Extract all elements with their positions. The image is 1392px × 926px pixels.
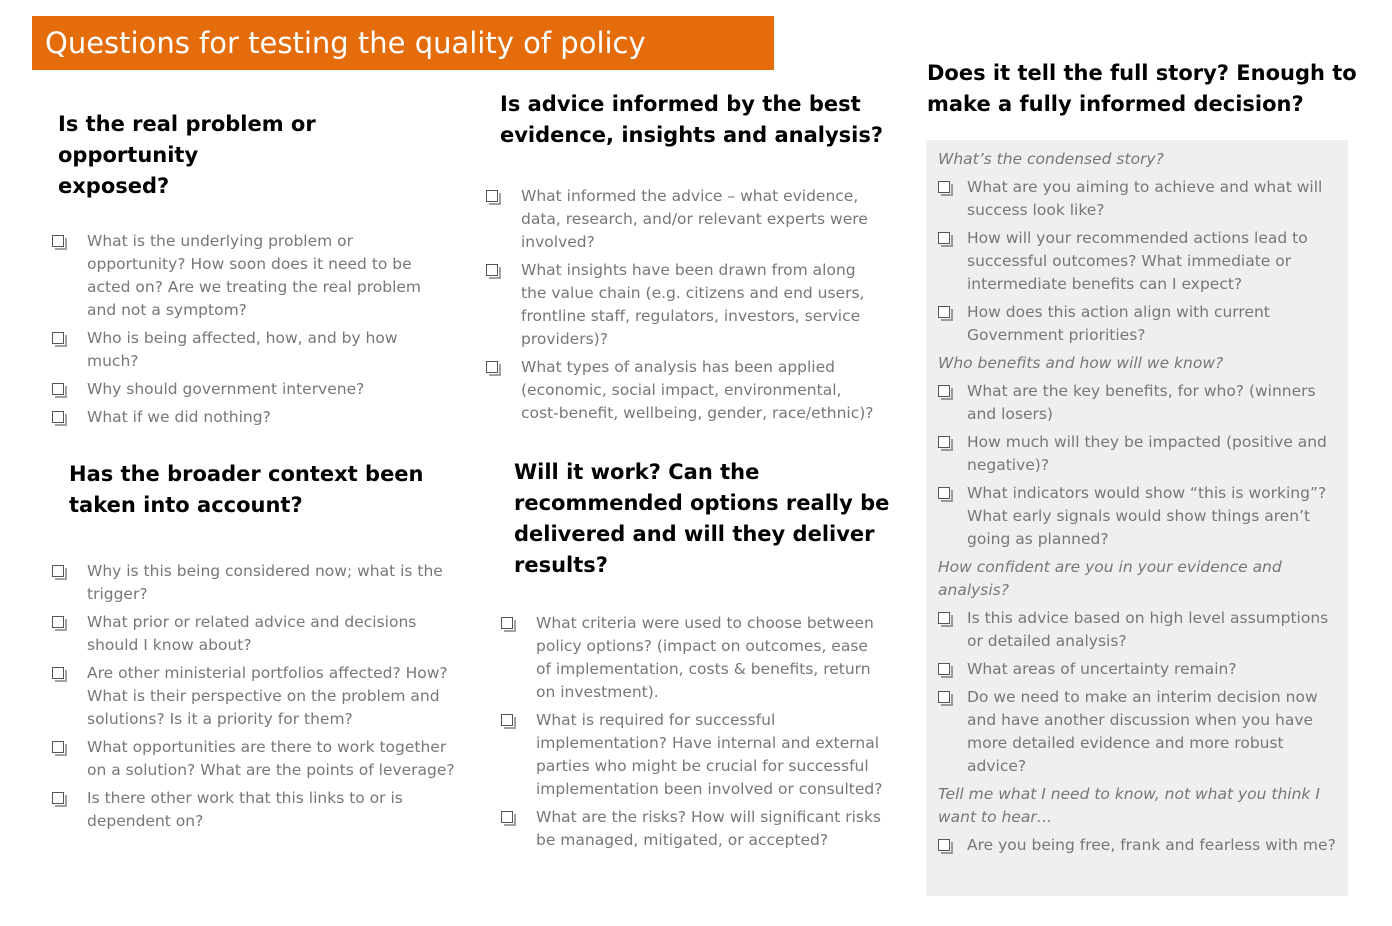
- checkbox-icon: [52, 667, 64, 679]
- checkbox-icon: [938, 436, 950, 448]
- checkbox-icon: [938, 306, 950, 318]
- checkbox-icon: [501, 811, 513, 823]
- checkbox-icon: [486, 190, 498, 202]
- checkbox-icon: [52, 383, 64, 395]
- section-evidence: [500, 89, 900, 430]
- checkbox-icon: [486, 361, 498, 373]
- section-full-story-panel: [926, 140, 1348, 896]
- checklist: [938, 834, 1343, 857]
- section-problem: [58, 109, 458, 434]
- list-item: How will your recommended actions lead to successful outcomes? What immediate or intermediate benefits can I expect?: [938, 227, 1343, 296]
- list-item: What if we did nothing?: [52, 406, 432, 429]
- list-item: Do we need to make an interim decision now and have another discussion when you have more detailed evidence and more robust advice?: [938, 686, 1343, 778]
- checklist: [938, 607, 1343, 778]
- list-item: What are the risks? How will significant risks be managed, mitigated, or accepted?: [501, 806, 886, 852]
- checkbox-icon: [501, 714, 513, 726]
- checkbox-icon: [486, 264, 498, 276]
- checkbox-icon: [938, 839, 950, 851]
- checkbox-icon: [938, 612, 950, 624]
- subheading: How confident are you in your evidence and analysis?: [938, 558, 1282, 599]
- list-item: What types of analysis has been applied (economic, social impact, environmental, cost-benefit, wellbeing, gender, race/ethnic)?: [486, 356, 876, 425]
- checkbox-icon: [52, 792, 64, 804]
- list-item: How does this action align with current Government priorities?: [938, 301, 1343, 347]
- list-item: Is there other work that this links to or is dependent on?: [52, 787, 457, 833]
- checkbox-icon: [938, 181, 950, 193]
- list-item: Are other ministerial portfolios affected? How? What is their perspective on the problem and solutions? Is it a priority for them?: [52, 662, 457, 731]
- section-heading: Has the broader context been taken into account?: [69, 462, 424, 517]
- section-heading: Will it work? Can the recommended options really be delivered and will they deliver results?: [514, 460, 890, 577]
- checkbox-icon: [52, 741, 64, 753]
- section-heading: Does it tell the full story? Enough to make a fully informed decision?: [927, 61, 1357, 116]
- list-item: What indicators would show “this is working”? What early signals would show things aren’t going as planned?: [938, 482, 1343, 551]
- list-item: What prior or related advice and decisions should I know about?: [52, 611, 457, 657]
- list-item: What criteria were used to choose between policy options? (impact on outcomes, ease of implementation, costs & benefits, return on investment).: [501, 612, 886, 704]
- list-item: What informed the advice – what evidence, data, research, and/or relevant experts were involved?: [486, 185, 876, 254]
- checklist: [52, 560, 457, 833]
- checkbox-icon: [938, 691, 950, 703]
- checkbox-icon: [938, 385, 950, 397]
- checklist: [486, 185, 876, 425]
- list-item: What are the key benefits, for who? (winners and losers): [938, 380, 1343, 426]
- checklist: [938, 380, 1343, 551]
- list-item: Is this advice based on high level assumptions or detailed analysis?: [938, 607, 1343, 653]
- checkbox-icon: [52, 235, 64, 247]
- list-item: What is required for successful implementation? Have internal and external parties who might be crucial for successful implementation been involved or consulted?: [501, 709, 886, 801]
- checkbox-icon: [938, 487, 950, 499]
- list-item: What insights have been drawn from along the value chain (e.g. citizens and end users, frontline staff, regulators, investors, service providers)?: [486, 259, 876, 351]
- checklist: [52, 230, 432, 429]
- list-item: What is the underlying problem or opportunity? How soon does it need to be acted on? Are we treating the real problem and not a symptom?: [52, 230, 432, 322]
- subheading: Tell me what I need to know, not what you think I want to hear…: [938, 785, 1320, 826]
- checkbox-icon: [938, 232, 950, 244]
- subheading: What’s the condensed story?: [938, 150, 1164, 168]
- checkbox-icon: [52, 411, 64, 423]
- checkbox-icon: [52, 616, 64, 628]
- checkbox-icon: [52, 332, 64, 344]
- list-item: Why is this being considered now; what is the trigger?: [52, 560, 457, 606]
- list-item: How much will they be impacted (positive and negative)?: [938, 431, 1343, 477]
- section-heading: Is advice informed by the best evidence, insights and analysis?: [500, 92, 884, 147]
- list-item: Who is being affected, how, and by how much?: [52, 327, 432, 373]
- checklist: [501, 612, 886, 852]
- checklist: [938, 176, 1343, 347]
- section-context: [69, 459, 469, 838]
- checkbox-icon: [938, 663, 950, 675]
- section-heading: Is the real problem or opportunity exposed?: [58, 112, 316, 198]
- list-item: Are you being free, frank and fearless with me?: [938, 834, 1343, 857]
- list-item: What areas of uncertainty remain?: [938, 658, 1343, 681]
- checkbox-icon: [52, 565, 64, 577]
- list-item: What are you aiming to achieve and what will success look like?: [938, 176, 1343, 222]
- section-will-it-work: [514, 457, 914, 857]
- list-item: What opportunities are there to work together on a solution? What are the points of leverage?: [52, 736, 457, 782]
- page-title: Questions for testing the quality of policy: [32, 16, 774, 70]
- list-item: Why should government intervene?: [52, 378, 432, 401]
- checkbox-icon: [501, 617, 513, 629]
- subheading: Who benefits and how will we know?: [938, 354, 1224, 372]
- section-full-story-heading: [927, 58, 1367, 120]
